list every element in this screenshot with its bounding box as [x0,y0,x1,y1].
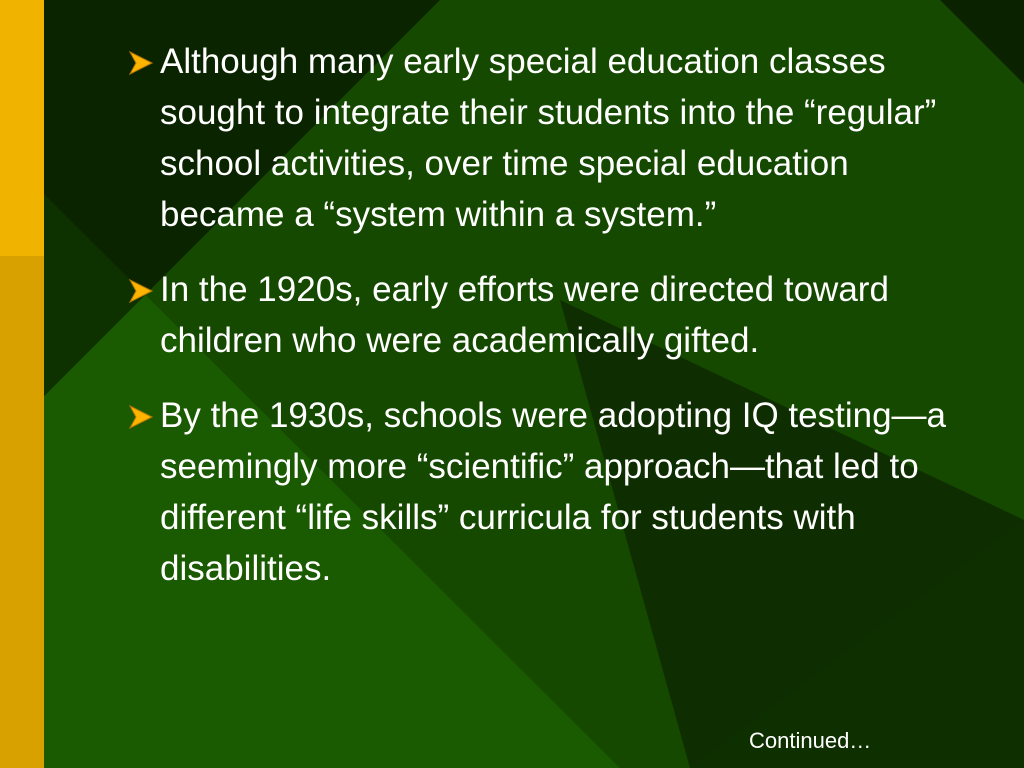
bullet-text: In the 1920s, early efforts were directed toward children who were academically gifted. [160,270,889,360]
left-bar-upper [0,0,44,256]
bullet-item [126,390,956,594]
left-bar-lower [0,256,44,768]
bullet-list [126,36,956,618]
arrow-bullet-icon [128,51,154,75]
arrow-bullet-icon [128,405,154,429]
bullet-item [126,36,956,240]
bullet-text: Although many early special education classes sought to integrate their students into the “regular” school activities, over time special education became a “system within a system.” [160,42,937,234]
bullet-item [126,264,956,366]
continued-footer: Continued… [749,728,872,753]
bullet-text: By the 1930s, schools were adopting IQ testing—a seemingly more “scientific” approach—that led to different “life skills” curricula for students with disabilities. [160,396,947,588]
arrow-bullet-icon [128,279,154,303]
